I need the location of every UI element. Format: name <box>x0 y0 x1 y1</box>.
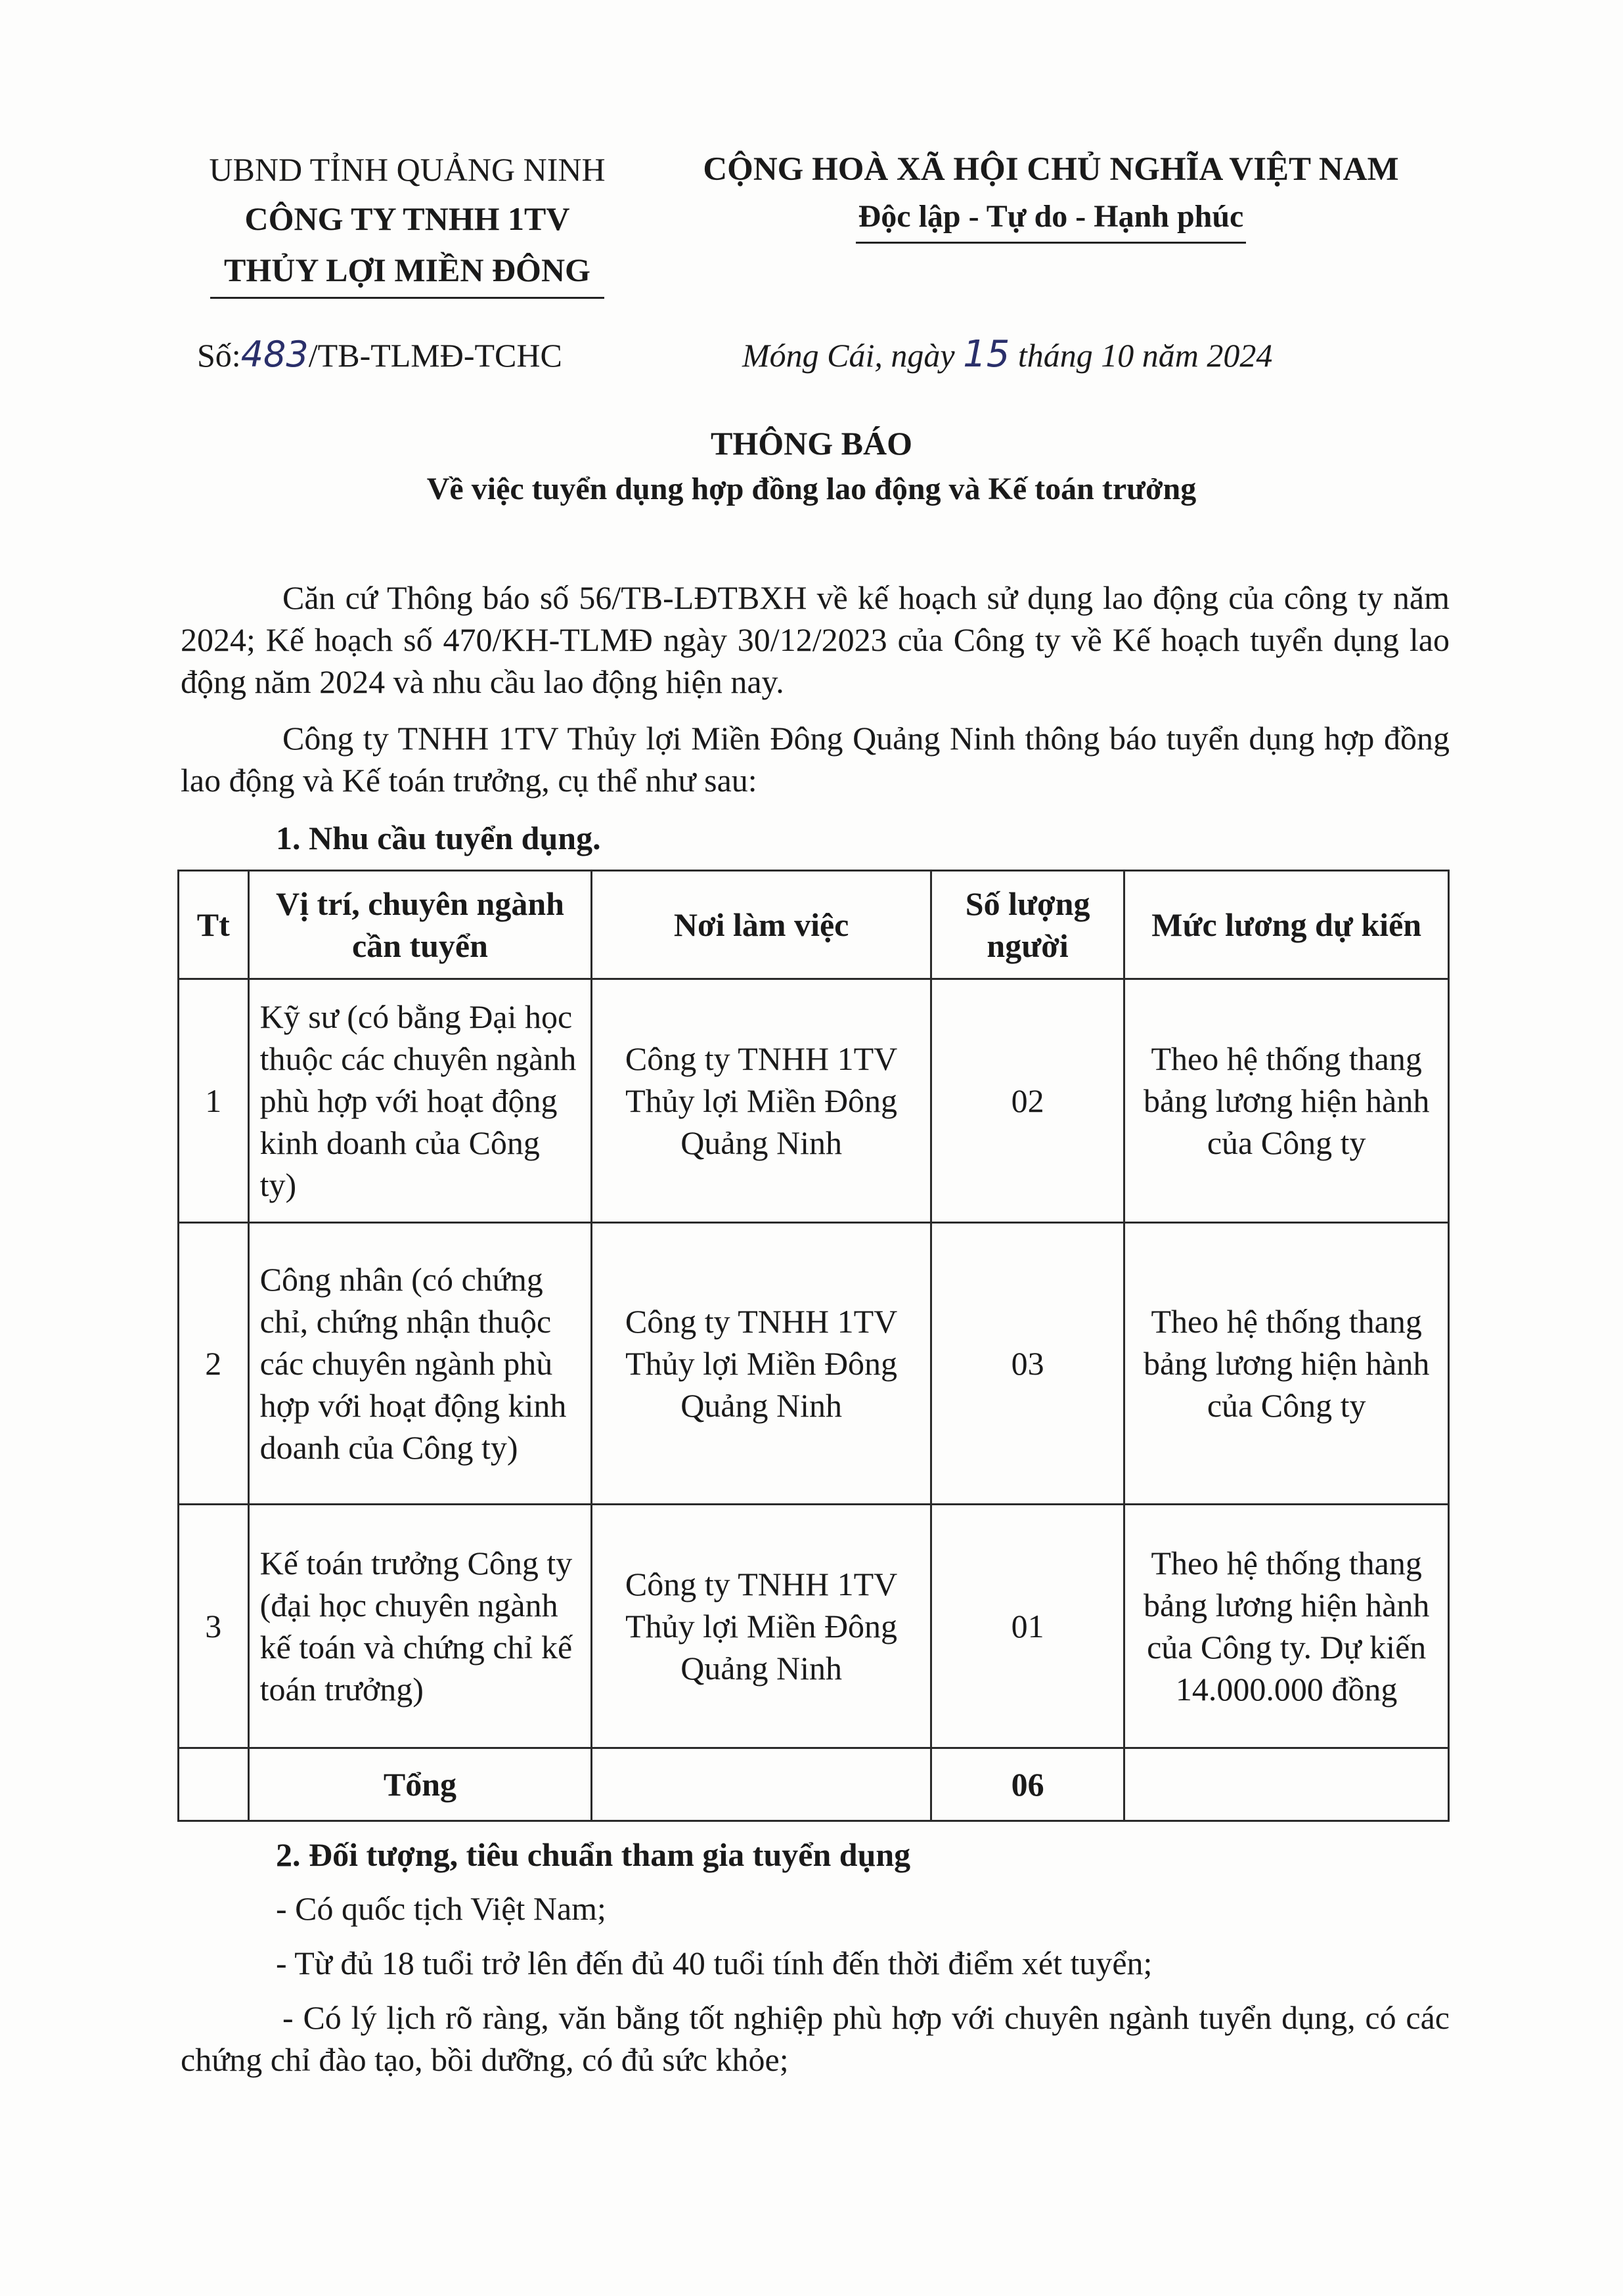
doc-no-suffix: /TB-TLMĐ-TCHC <box>308 337 562 374</box>
doc-no-prefix: Số: <box>197 337 241 374</box>
paragraph-announcement-text: Công ty TNHH 1TV Thủy lợi Miền Đông Quảng Ninh thông báo tuyển dụng hợp đồng lao động và Kế toán trưởng, cụ thể như sau: <box>181 720 1450 799</box>
notice-title: THÔNG BÁO <box>711 425 912 462</box>
cell-salary: Theo hệ thống thang bảng lương hiện hành của Công ty <box>1124 1223 1449 1505</box>
issuer-block <box>177 146 637 299</box>
col-header-quantity: Số lượng người <box>931 871 1124 979</box>
col-header-salary: Mức lương dự kiến <box>1124 871 1449 979</box>
cell-salary: Theo hệ thống thang bảng lương hiện hành của Công ty. Dự kiến 14.000.000 đồng <box>1124 1505 1449 1748</box>
section-2-heading: 2. Đối tượng, tiêu chuẩn tham gia tuyển dụng <box>276 1836 911 1873</box>
notice-title-block <box>131 420 1492 512</box>
cell-tt: 1 <box>179 979 249 1223</box>
cell-quantity: 02 <box>931 979 1124 1223</box>
date-day-handwritten: 15 <box>963 333 1010 376</box>
section-1-heading: 1. Nhu cầu tuyển dụng. <box>276 820 601 856</box>
national-motto: Độc lập - Tự do - Hạnh phúc <box>856 193 1247 244</box>
cell-place: Công ty TNHH 1TV Thủy lợi Miền Đông Quảng Ninh <box>592 1223 931 1505</box>
criteria-bullet-nationality: - Có quốc tịch Việt Nam; <box>276 1890 606 1927</box>
paragraph-basis <box>181 577 1450 703</box>
company-name-line2: THỦY LỢI MIỀN ĐÔNG <box>224 252 590 288</box>
issuer-underline <box>210 297 604 299</box>
recruitment-table <box>177 870 1450 1822</box>
table-row <box>179 1505 1449 1748</box>
cell-place: Công ty TNHH 1TV Thủy lợi Miền Đông Quảng Ninh <box>592 1505 931 1748</box>
cell-total-empty <box>179 1748 249 1821</box>
cell-quantity: 03 <box>931 1223 1124 1505</box>
paragraph-basis-text: Căn cứ Thông báo số 56/TB-LĐTBXH về kế hoạch sử dụng lao động của công ty năm 2024; Kế hoạch số 470/KH-TLMĐ ngày 30/12/2023 của Công ty về Kế hoạch tuyển dụng lao động năm 2024 và nhu cầu lao động hiện nay. <box>181 579 1450 700</box>
company-name-line1: CÔNG TY TNHH 1TV <box>244 200 570 237</box>
cell-total-quantity: 06 <box>931 1748 1124 1821</box>
nation-name: CỘNG HOÀ XÃ HỘI CHỦ NGHĨA VIỆT NAM <box>703 151 1399 188</box>
place-date-prefix: Móng Cái, ngày <box>742 337 955 374</box>
cell-total-empty <box>1124 1748 1449 1821</box>
place-date <box>742 328 1399 382</box>
table-row <box>179 979 1449 1223</box>
col-header-tt: Tt <box>179 871 249 979</box>
cell-tt: 2 <box>179 1223 249 1505</box>
paragraph-announcement <box>181 717 1450 801</box>
table-header-row <box>179 871 1449 979</box>
document-number <box>197 328 644 382</box>
notice-subtitle: Về việc tuyển dụng hợp đồng lao động và Kế toán trưởng <box>426 472 1197 506</box>
cell-quantity: 01 <box>931 1505 1124 1748</box>
cell-position: Kỹ sư (có bằng Đại học thuộc các chuyên ngành phù hợp với hoạt động kinh doanh của Công ty) <box>248 979 592 1223</box>
cell-total-label: Tổng <box>248 1748 592 1821</box>
nation-block <box>657 146 1445 244</box>
criteria-bullet-background-text: - Có lý lịch rõ ràng, văn bằng tốt nghiệp phù hợp với chuyên ngành tuyển dụng, có các chứng chỉ đào tạo, bồi dưỡng, có đủ sức khỏe; <box>181 1999 1450 2078</box>
doc-no-handwritten: 483 <box>240 334 309 375</box>
cell-tt: 3 <box>179 1505 249 1748</box>
table-total-row <box>179 1748 1449 1821</box>
authority-name: UBND TỈNH QUẢNG NINH <box>209 151 606 188</box>
criteria-bullet-age: - Từ đủ 18 tuổi trở lên đến đủ 40 tuổi tính đến thời điểm xét tuyển; <box>276 1945 1153 1981</box>
table-row <box>179 1223 1449 1505</box>
col-header-position: Vị trí, chuyên ngành cần tuyển <box>248 871 592 979</box>
cell-position: Công nhân (có chứng chỉ, chứng nhận thuộc các chuyên ngành phù hợp với hoạt động kinh doanh của Công ty) <box>248 1223 592 1505</box>
cell-total-empty <box>592 1748 931 1821</box>
cell-place: Công ty TNHH 1TV Thủy lợi Miền Đông Quảng Ninh <box>592 979 931 1223</box>
cell-salary: Theo hệ thống thang bảng lương hiện hành của Công ty <box>1124 979 1449 1223</box>
cell-position: Kế toán trưởng Công ty (đại học chuyên ngành kế toán và chứng chỉ kế toán trưởng) <box>248 1505 592 1748</box>
col-header-place: Nơi làm việc <box>592 871 931 979</box>
criteria-bullet-background <box>181 1997 1450 2081</box>
place-date-suffix: tháng 10 năm 2024 <box>1017 337 1273 374</box>
